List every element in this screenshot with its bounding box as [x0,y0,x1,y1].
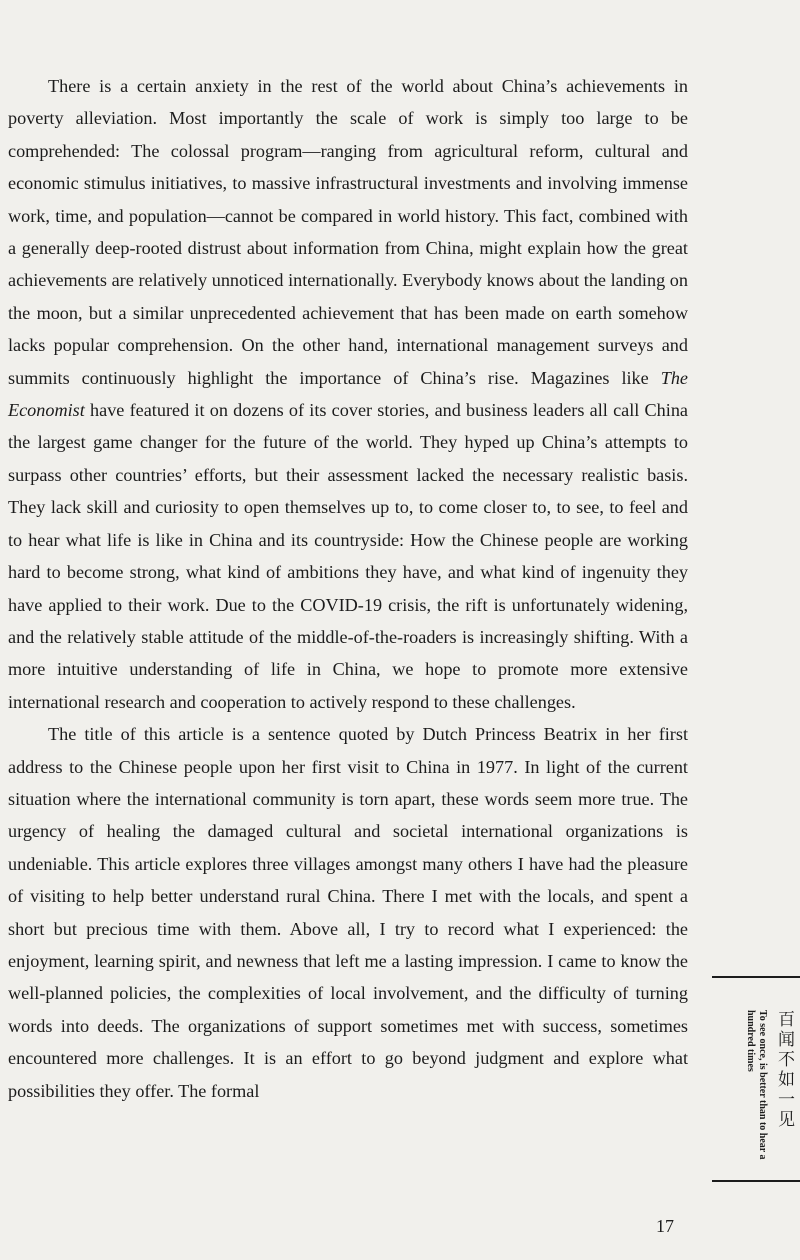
side-rule-bottom [712,1180,800,1182]
magazine-title: The Economist [8,367,688,421]
paragraph-2: The title of this article is a sentence quoted by Dutch Princess Beatrix in her first address to the Chinese people upon her first visit to China in 1977. In light of the current situation where the international community is torn apart, these words seem more true. The urgency of healing the damaged cultural and societal international organizations is undeniable. This article explores three villages amongst many others I have had the pleasure of visiting to help better understand rural China. There I met with the locals, and spent a short but precious time with them. Above all, I try to record what I experienced: the enjoyment, learning spirit, and newness that left me a lasting impression. I came to know the well-planned policies, the complexities of local involvement, and the difficulty of turning words into deeds. The organizations of support sometimes met with success, sometimes encountered more challenges. It is an effort to go beyond judgment and explore what possibilities they offer. The formal [8,724,688,1101]
side-label-english: To see once, is better than to hear a hundred times [745,1010,768,1160]
page-number: 17 [656,1216,674,1236]
side-rule-top [712,976,800,978]
paragraph-1-part-1: There is a certain anxiety in the rest of the world about China’s achievements in poverty alleviation. Most importantly the scale of work is simply too large to be comprehended: The colossal program—ranging from agricultural reform, cultural and economic stimulus initiatives, to massive infrastructural investments and involving immense work, time, and population—cannot be compared in world history. This fact, combined with a generally deep-rooted distrust about information from China, might explain how the great achievements are relatively unnoticed internationally. Everybody knows about the landing on the moon, but a similar unprecedented achievement that has been made on earth somehow lacks popular comprehension. On the other hand, international management surveys and summits continuously highlight the importance of China’s rise. Magazines like [8,76,688,388]
side-label-chinese: 百闻不如一见 [774,1010,794,1130]
body-text [8,70,688,1107]
paragraph-1-part-2: have featured it on dozens of its cover stories, and business leaders all call China the largest game changer for the future of the world. They hyped up China’s attempts to surpass other countries’ efforts, but their assessment lacked the necessary realistic basis. They lack skill and curiosity to open themselves up to, to come closer to, to see, to feel and to hear what life is like in China and its countryside: How the Chinese people are working hard to become strong, what kind of ambitions they have, and what kind of ingenuity they have applied to their work. Due to the COVID-19 crisis, the rift is unfortunately widening, and the relatively stable attitude of the middle-of-the-roaders is increasingly shifting. With a more intuitive understanding of life in China, we hope to promote more extensive international research and cooperation to actively respond to these challenges. [8,400,688,712]
paragraph-1 [8,70,688,718]
